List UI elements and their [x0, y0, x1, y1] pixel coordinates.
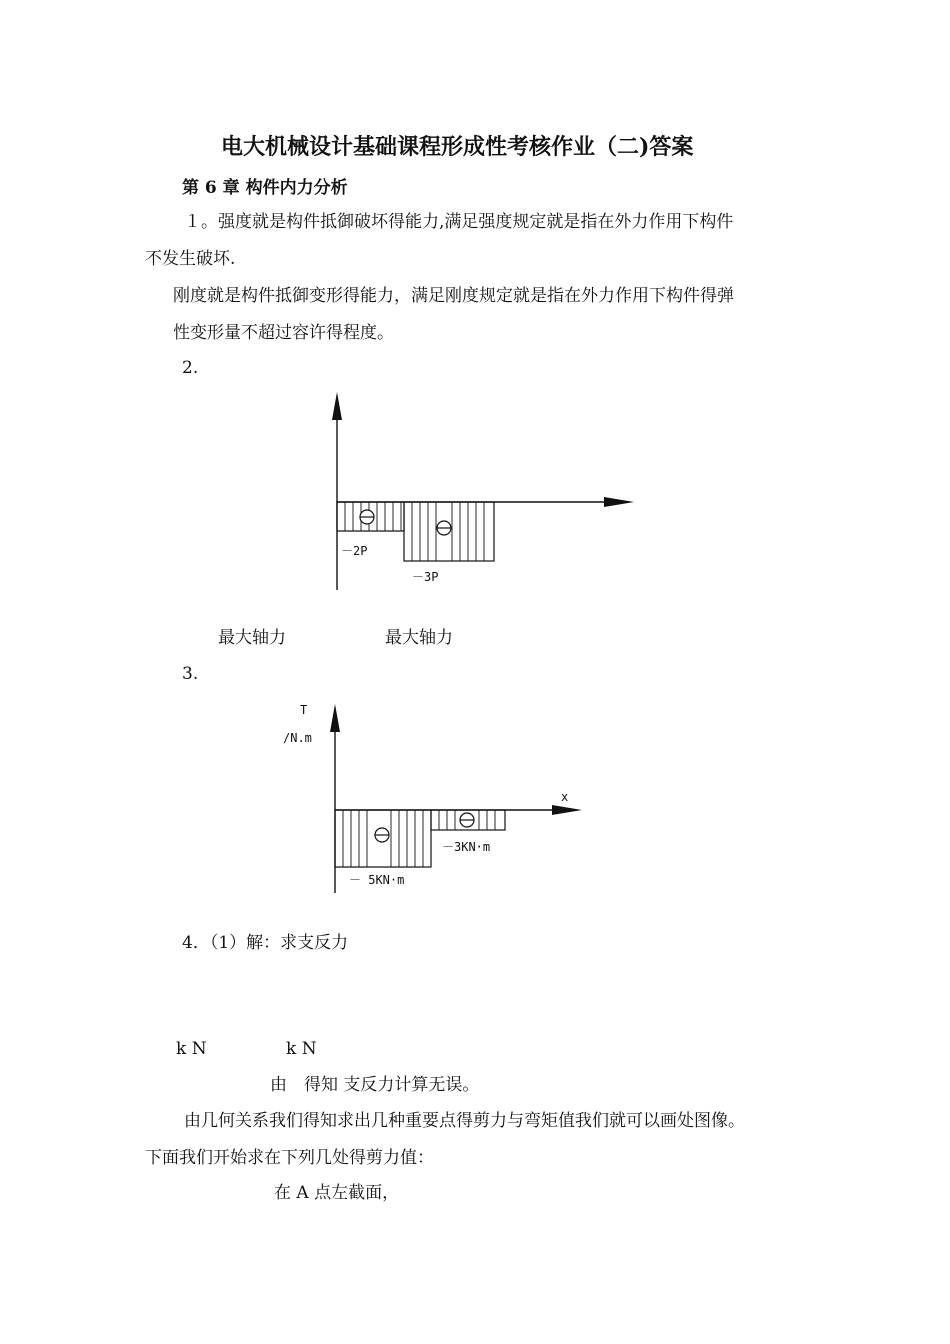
max-axial-label-2: 最大轴力 [385, 628, 453, 648]
negative-sign-icon [360, 510, 374, 524]
torque-axis-label: T [300, 703, 308, 717]
negative-sign-icon [437, 521, 451, 535]
paragraph-geometry-line2: 下面我们开始求在下列几处得剪力值： [145, 1148, 434, 1168]
torque-label-3kn: －3KN·m [442, 840, 491, 854]
point-a-line: 在 A 点左截面， [274, 1183, 400, 1203]
paragraph-stiffness-line2: 性变形量不超过容许得程度。 [173, 323, 394, 343]
axial-label-3p: －3P [412, 570, 439, 584]
check-line: 由 得知 支反力计算无误。 [270, 1075, 480, 1095]
max-axial-label-1: 最大轴力 [218, 628, 286, 648]
negative-sign-icon [460, 813, 474, 827]
paragraph-strength-line1: １。强度就是构件抵御破坏得能力,满足强度规定就是指在外力作用下构件 [184, 212, 734, 232]
torque-label-5kn: － 5KN·m [349, 873, 405, 887]
question-2-label: 2. [182, 358, 199, 378]
paragraph-stiffness-line1: 刚度就是构件抵御变形得能力，满足刚度规定就是指在外力作用下构件得弹 [173, 286, 734, 306]
page-title: 电大机械设计基础课程形成性考核作业（二)答案 [221, 134, 694, 160]
question-3-label: 3. [182, 664, 199, 684]
axial-label-2p: －2P [341, 544, 368, 558]
paragraph-strength-line2: 不发生破坏. [145, 249, 236, 269]
reaction-unit-1: k N [176, 1039, 207, 1059]
negative-sign-icon [375, 828, 389, 842]
chapter-heading: 第 6 章 构件内力分析 [182, 178, 348, 198]
paragraph-geometry-line1: 由几何关系我们得知求出几种重要点得剪力与弯矩值我们就可以画处图像。 [184, 1111, 745, 1131]
question-4-heading: 4．（1）解：求支反力 [182, 933, 349, 953]
x-axis-label: x [561, 790, 569, 804]
torque-axis-unit: /N.m [283, 731, 312, 745]
reaction-unit-2: k N [286, 1039, 317, 1059]
